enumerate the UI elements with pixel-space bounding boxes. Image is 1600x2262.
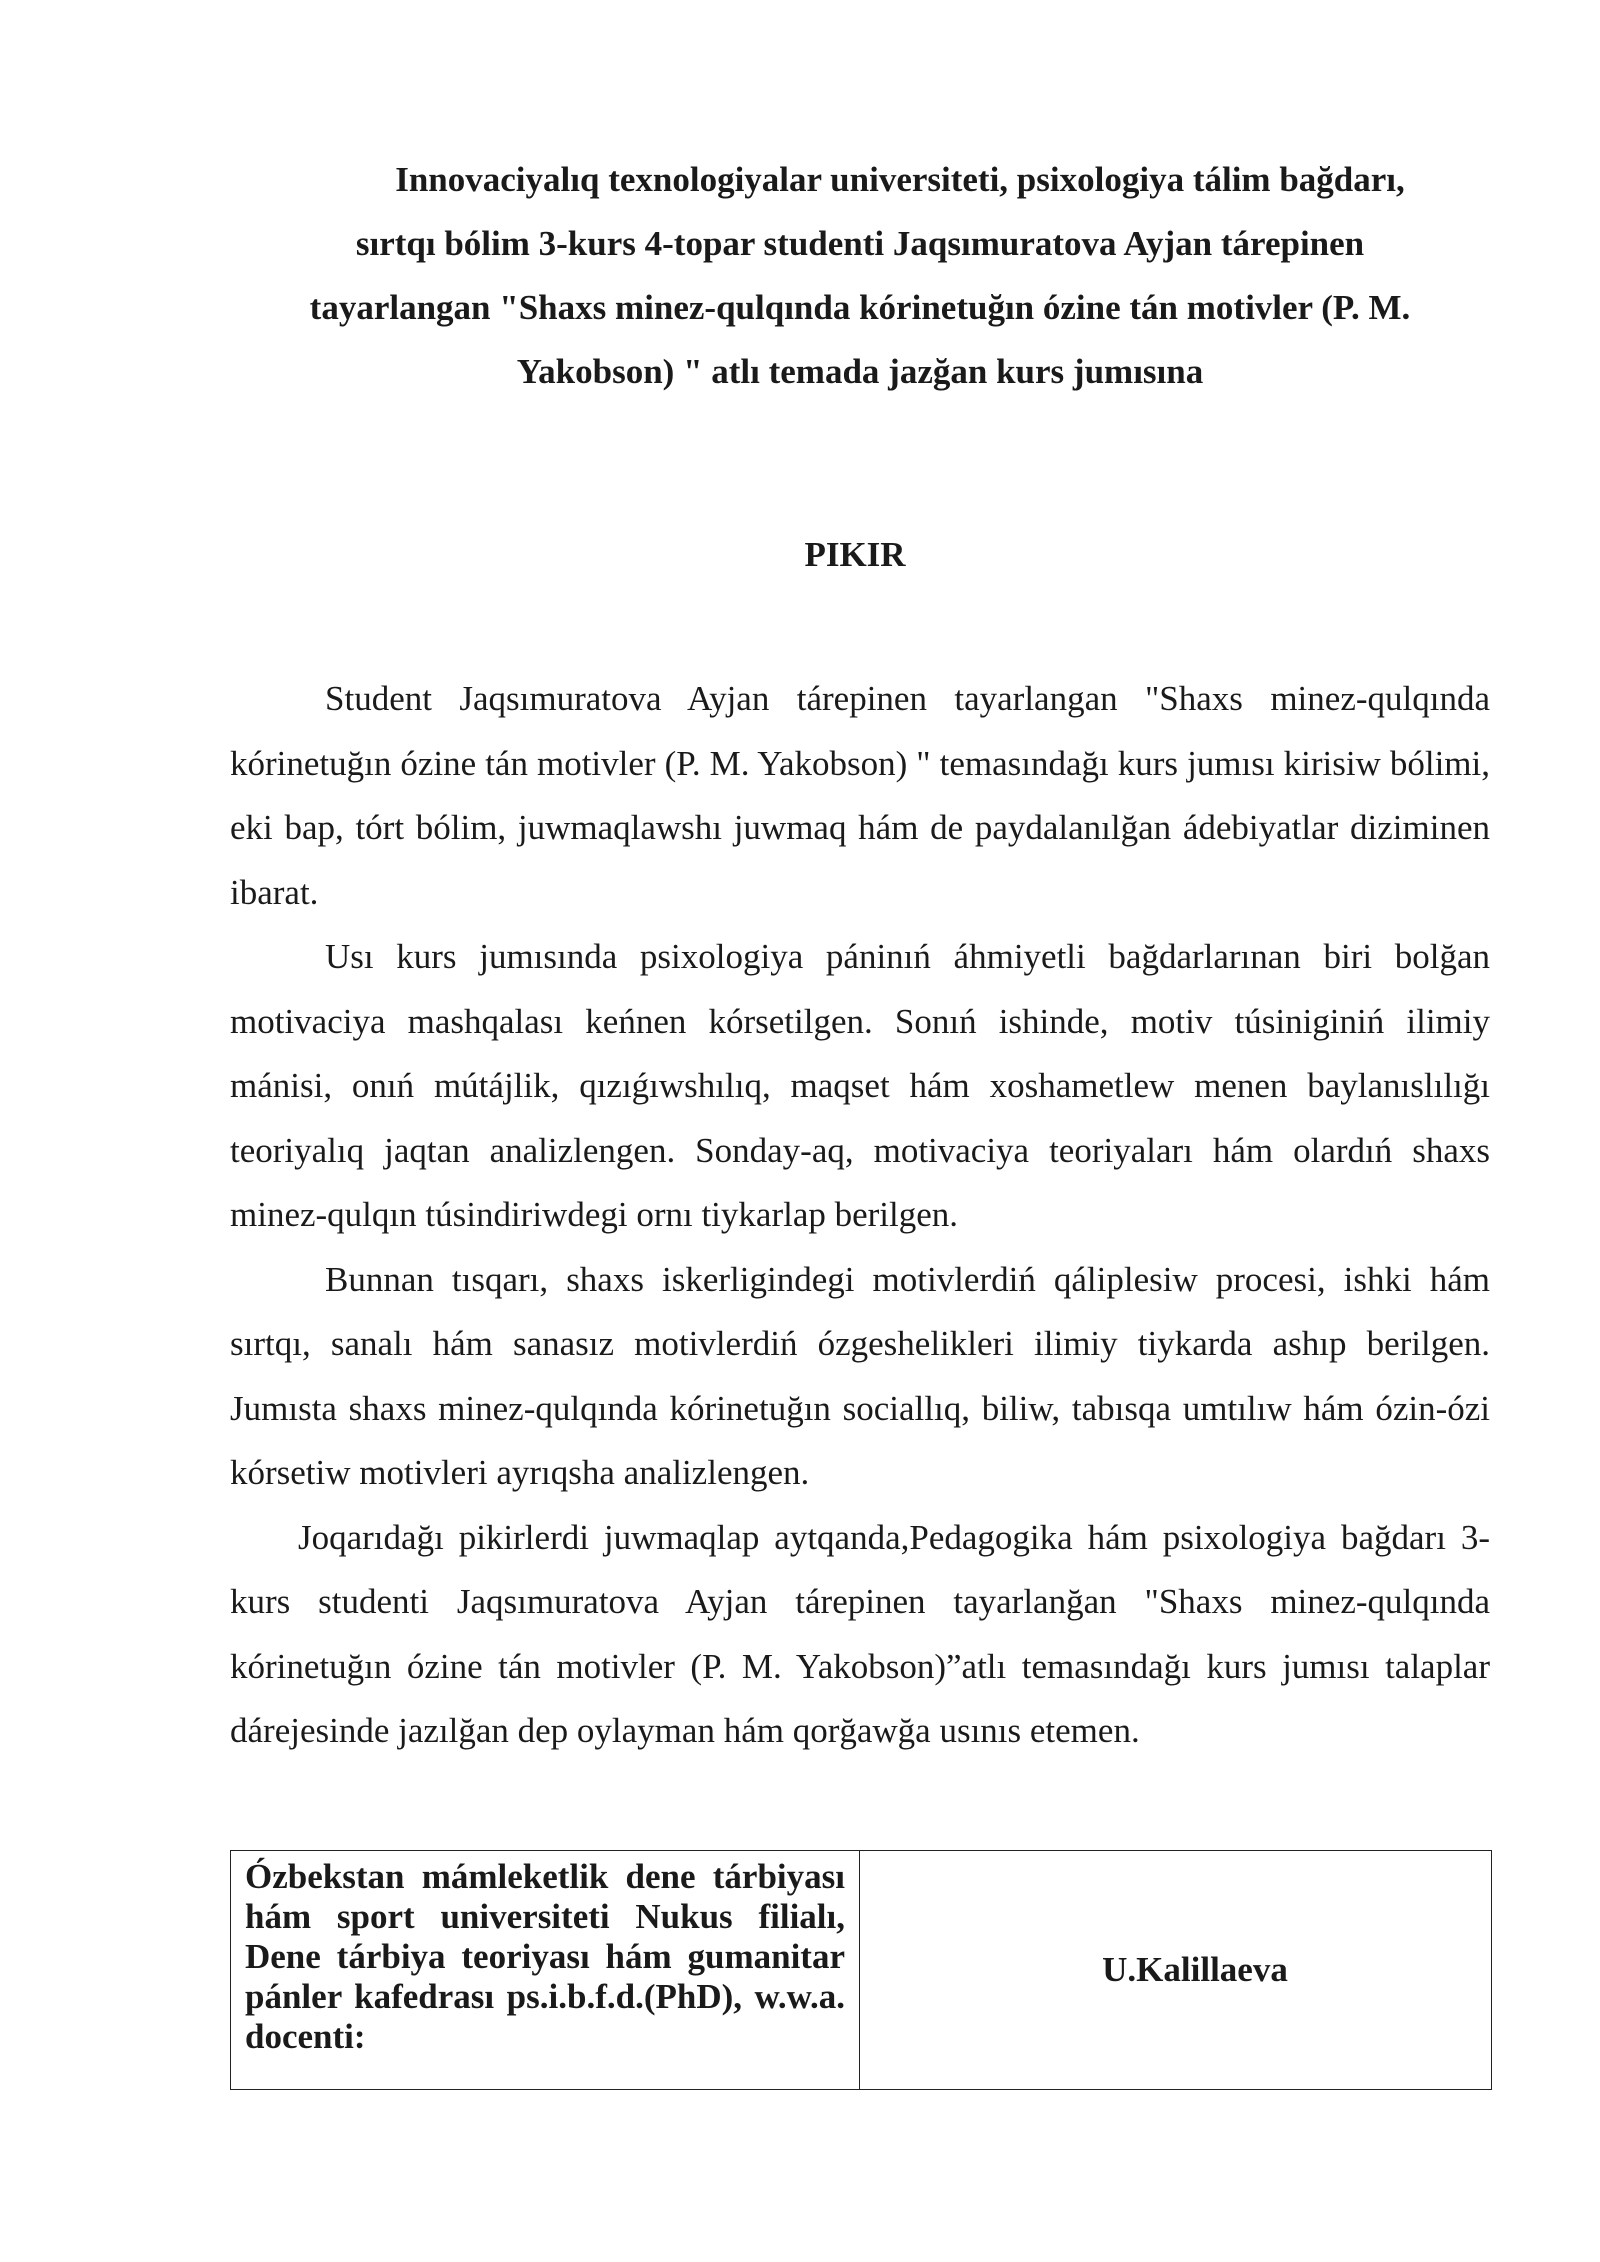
- heading-line: Innovaciyalıq texnologiyalar universiteti, psixologiya tálim bağdarı,: [395, 160, 1405, 199]
- paragraph: Usı kurs jumısında psixologiya páninıń áhmiyetli bağdarlarınan biri bolğan motivaciya mashqalası keńnen kórsetilgen. Sonıń ishinde, motiv túsiniginiń ilimiy mánisi, onıń mútájlik, qızıǵıwshılıq, maqset hám xoshametlew menen baylanıslılığı teoriyalıq jaqtan analizlengen. Sonday-aq, motivaciya teoriyaları hám olardıń shaxs minez-qulqın túsindiriwdegi ornı tiykarlap berilgen.: [230, 937, 1490, 1234]
- paragraph: Student Jaqsımuratova Ayjan tárepinen tayarlangan "Shaxs minez-qulqında kórinetuğın ózine tán motivler (P. M. Yakobson) " temasındağı kurs jumısı kirisiw bólimi, eki bap, tórt bólim, juwmaqlawshı juwmaq hám de paydalanılğan ádebiyatlar diziminen ibarat.: [230, 679, 1490, 912]
- heading-line: tayarlangan "Shaxs minez-qulqında kórinetuğın ózine tán motivler (P. M.: [309, 288, 1411, 327]
- paragraph: Bunnan tısqarı, shaxs iskerligindegi motivlerdiń qáliplesiw procesi, ishki hám sırtqı, sanalı hám sanasız motivlerdiń ózgeshelikleri ilimiy tiykarda ashıp berilgen. Jumısta shaxs minez-qulqında kórinetuğın sociallıq, biliw, tabısqa umtılıw hám ózin-ózi kórsetiw motivleri ayrıqsha analizlengen.: [230, 1259, 1490, 1492]
- signer-name: U.Kalillaeva: [860, 1851, 1492, 2090]
- heading-line: sırtqı bólim 3-kurs 4-topar studenti Jaqsımuratova Ayjan tárepinen: [355, 224, 1365, 263]
- document-heading: [230, 148, 1490, 404]
- signer-position: Ózbekstan mámleketlik dene tárbiyası hám sport universiteti Nukus filialı, Dene tárbiya teoriyası hám gumanitar pánler kafedrası ps.i.b.f.d.(PhD), w.w.a. docenti:: [231, 1851, 860, 2090]
- paragraph: Joqarıdağı pikirlerdi juwmaqlap aytqanda,Pedagogika hám psixologiya bağdarı 3-kurs studenti Jaqsımuratova Ayjan tárepinen tayarlanğan "Shaxs minez-qulqında kórinetuğın ózine tán motivler (P. M. Yakobson)”atlı temasındağı kurs jumısı talaplar dárejesinde jazılğan dep oylayman hám qorğawğa usınıs etemen.: [230, 1517, 1490, 1750]
- document-title: PIKIR: [804, 535, 906, 574]
- review-body: [230, 667, 1490, 1764]
- heading-line: Yakobson) " atlı temada jazğan kurs jumısına: [516, 352, 1204, 391]
- signature-table: [230, 1850, 1492, 2090]
